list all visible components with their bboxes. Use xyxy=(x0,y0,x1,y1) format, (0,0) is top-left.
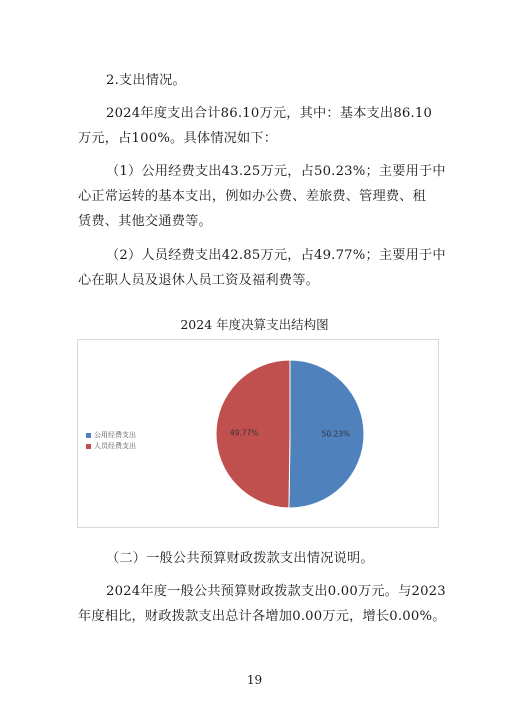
item1-line-3: 赁费、其他交通费等。 xyxy=(78,214,212,229)
chart-title: 2024 年度决算支出结构图 xyxy=(180,317,329,332)
item1-line-1: （1）公用经费支出43.25万元，占50.23%；主要用于中 xyxy=(106,164,446,179)
pie-label-personnel: 49.77% xyxy=(229,428,259,438)
para3-line-1: 2024年度一般公共预算财政拨款支出0.00万元。与2023 xyxy=(106,584,446,599)
legend-label-public: 公用经费支出 xyxy=(94,431,136,439)
item2-line-2: 心在职人员及退休人员工资及福利费等。 xyxy=(78,273,319,288)
section-heading: 2.支出情况。 xyxy=(106,73,186,88)
legend-swatch-personnel xyxy=(86,444,91,449)
legend-item-public xyxy=(86,430,136,441)
intro-line-1: 2024年度支出合计86.10万元，其中：基本支出86.10 xyxy=(106,106,433,121)
item2-line-1: （2）人员经费支出42.85万元，占49.77%；主要用于中 xyxy=(106,248,446,263)
pie-label-public: 50.23% xyxy=(321,429,351,439)
legend-label-personnel: 人员经费支出 xyxy=(94,442,136,450)
legend-item-personnel xyxy=(86,441,136,452)
para3-line-2: 年度相比，财政拨款支出总计各增加0.00万元，增长0.00%。 xyxy=(78,609,446,624)
chart-legend xyxy=(86,430,136,452)
subsection-heading: （二）一般公共预算财政拨款支出情况说明。 xyxy=(106,551,374,566)
page-number: 19 xyxy=(246,673,263,687)
item1-line-2: 心正常运转的基本支出，例如办公费、差旅费、管理费、租 xyxy=(78,189,427,204)
intro-line-2: 万元，占100%。具体情况如下： xyxy=(78,131,278,146)
legend-swatch-public xyxy=(86,433,91,438)
